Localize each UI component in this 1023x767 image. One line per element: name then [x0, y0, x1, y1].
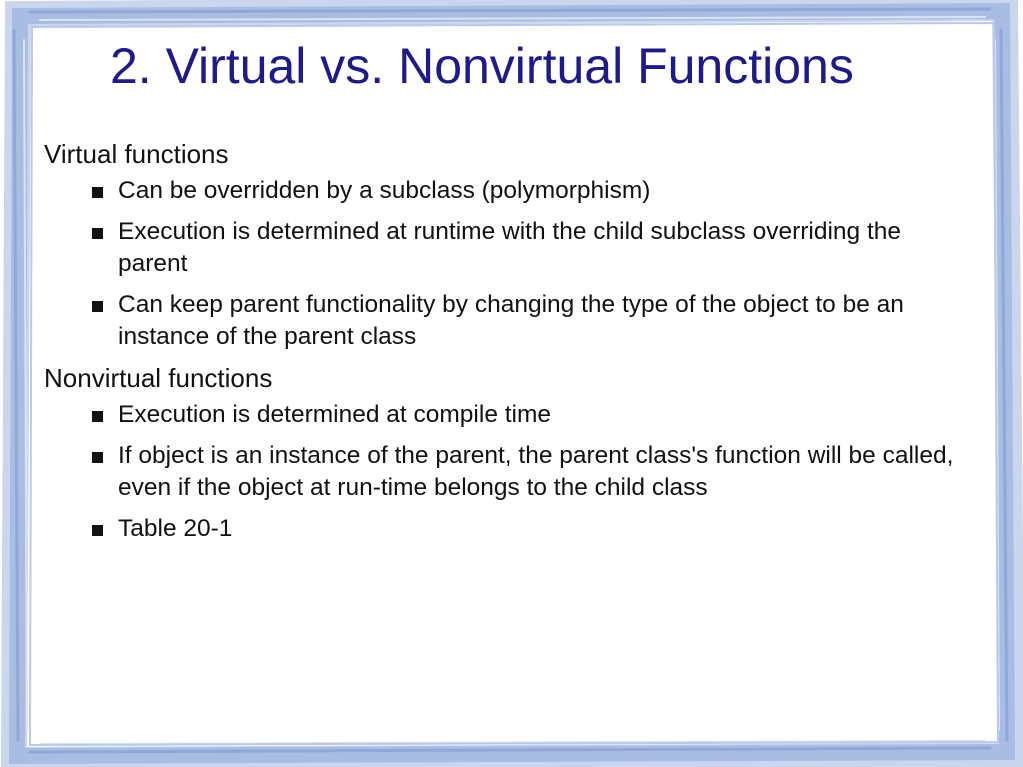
bullet-list [44, 175, 964, 353]
slide-title: 2. Virtual vs. Nonvirtual Functions [110, 38, 854, 94]
slide-body [44, 138, 964, 554]
section-virtual-functions [44, 138, 964, 353]
bullet-text: Execution is determined at runtime with the child subclass overriding the parent [118, 218, 902, 277]
bullet-text: Table 20-1 [118, 515, 233, 542]
bullet-item [44, 175, 964, 207]
bullet-item [44, 289, 964, 353]
bullet-text: If object is an instance of the parent, the parent class's function will be called, even if the object at run-time belongs to the child class [118, 442, 954, 501]
bullet-item [44, 216, 964, 280]
bullet-item [44, 399, 964, 431]
bullet-text: Can keep parent functionality by changing the type of the object to be an instance of the parent class [118, 291, 904, 350]
bullet-list [44, 399, 964, 545]
square-bullet-icon [92, 301, 103, 312]
square-bullet-icon [92, 452, 103, 463]
bullet-text: Execution is determined at compile time [118, 401, 552, 428]
bullet-item [44, 513, 964, 545]
bullet-item [44, 440, 964, 504]
section-nonvirtual-functions [44, 362, 964, 545]
square-bullet-icon [92, 411, 103, 422]
square-bullet-icon [92, 228, 103, 239]
section-heading: Virtual functions [44, 139, 229, 169]
bullet-text: Can be overridden by a subclass (polymorphism) [118, 177, 651, 204]
section-heading: Nonvirtual functions [44, 363, 273, 393]
square-bullet-icon [92, 187, 103, 198]
square-bullet-icon [92, 525, 103, 536]
